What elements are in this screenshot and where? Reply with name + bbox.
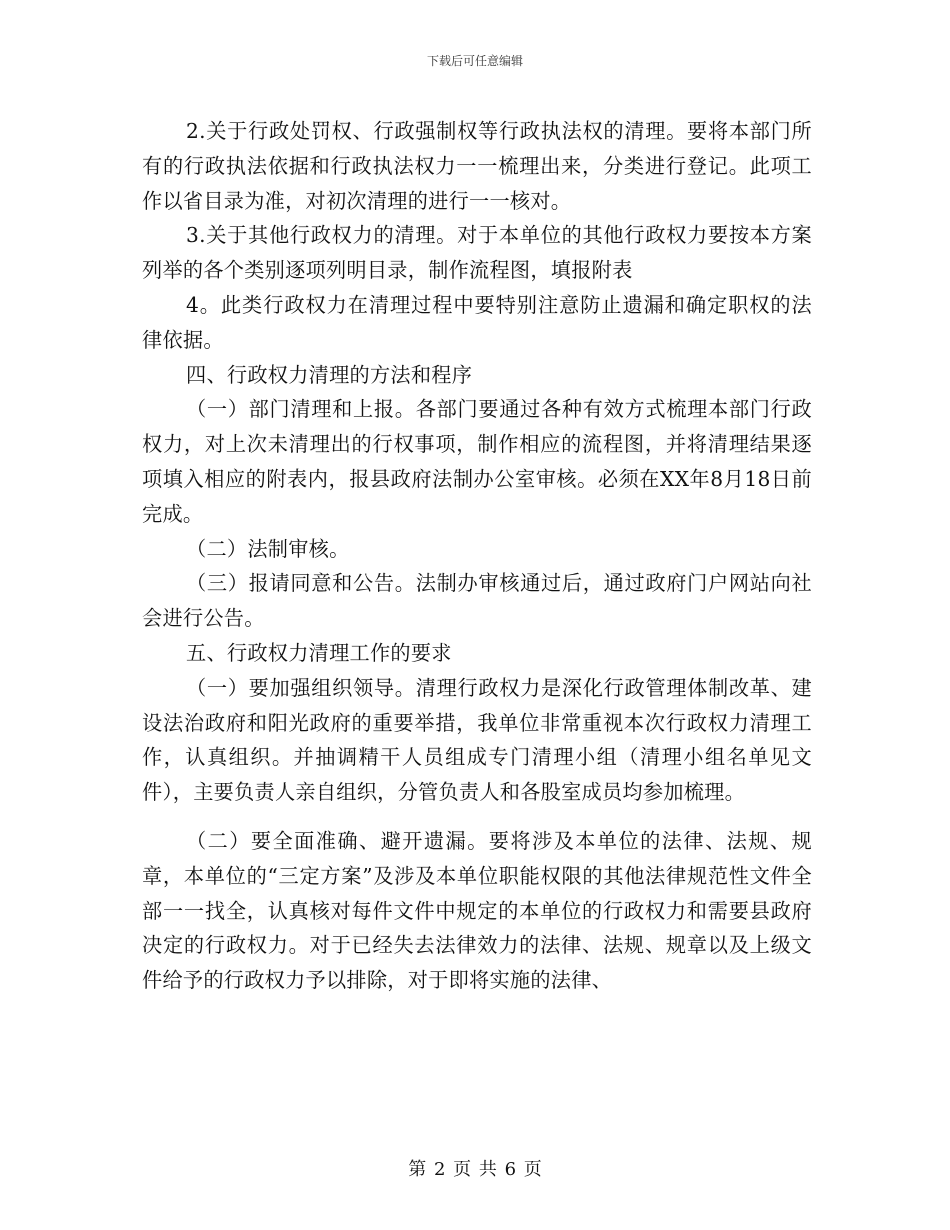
section-heading: 四、行政权力清理的方法和程序 <box>186 362 473 387</box>
paragraph: （一）部门清理和上报。各部门要通过各种有效方式梳理本部门行政权力，对上次未清理出的行权事项，制作相应的流程图，并将清理结果逐项填入相应的附表内，报县政府法制办公室审核。必须在XX年8月18日前完成。 <box>142 397 812 526</box>
page-footer: 第 2 页 共 6 页 <box>408 1159 542 1180</box>
page-header: 下载后可任意编辑 <box>426 54 523 68</box>
paragraph: 3.关于其他行政权力的清理。对于本单位的其他行政权力要按本方案列举的各个类别逐项列明目录，制作流程图，填报附表 <box>142 223 812 283</box>
paragraph: 4。此类行政权力在清理过程中要特别注意防止遗漏和确定职权的法律依据。 <box>142 292 812 352</box>
paragraph: （一）要加强组织领导。清理行政权力是深化行政管理体制改革、建设法治政府和阳光政府的重要举措，我单位非常重视本次行政权力清理工作，认真组织。并抽调精干人员组成专门清理小组（清理小组名单见文件），主要负责人亲自组织，分管负责人和各股室成员均参加梳理。 <box>142 675 812 805</box>
paragraph: （二）要全面准确、避开遗漏。要将涉及本单位的法律、法规、规章，本单位的“三定方案”及涉及本单位职能权限的其他法律规范性文件全部一一找全，认真核对每件文件中规定的本单位的行政权力和需要县政府决定的行政权力。对于已经失去法律效力的法律、法规、规章以及上级文件给予的行政权力予以排除，对于即将实施的法律、 <box>142 828 812 993</box>
document-body <box>142 114 812 998</box>
paragraph: 2.关于行政处罚权、行政强制权等行政执法权的清理。要将本部门所有的行政执法依据和行政执法权力一一梳理出来，分类进行登记。此项工作以省目录为准，对初次清理的进行一一核对。 <box>142 119 812 213</box>
paragraph: （三）报请同意和公告。法制办审核通过后，通过政府门户网站向社会进行公告。 <box>142 571 812 631</box>
section-heading: 五、行政权力清理工作的要求 <box>186 640 452 665</box>
paragraph: （二）法制审核。 <box>186 536 350 561</box>
